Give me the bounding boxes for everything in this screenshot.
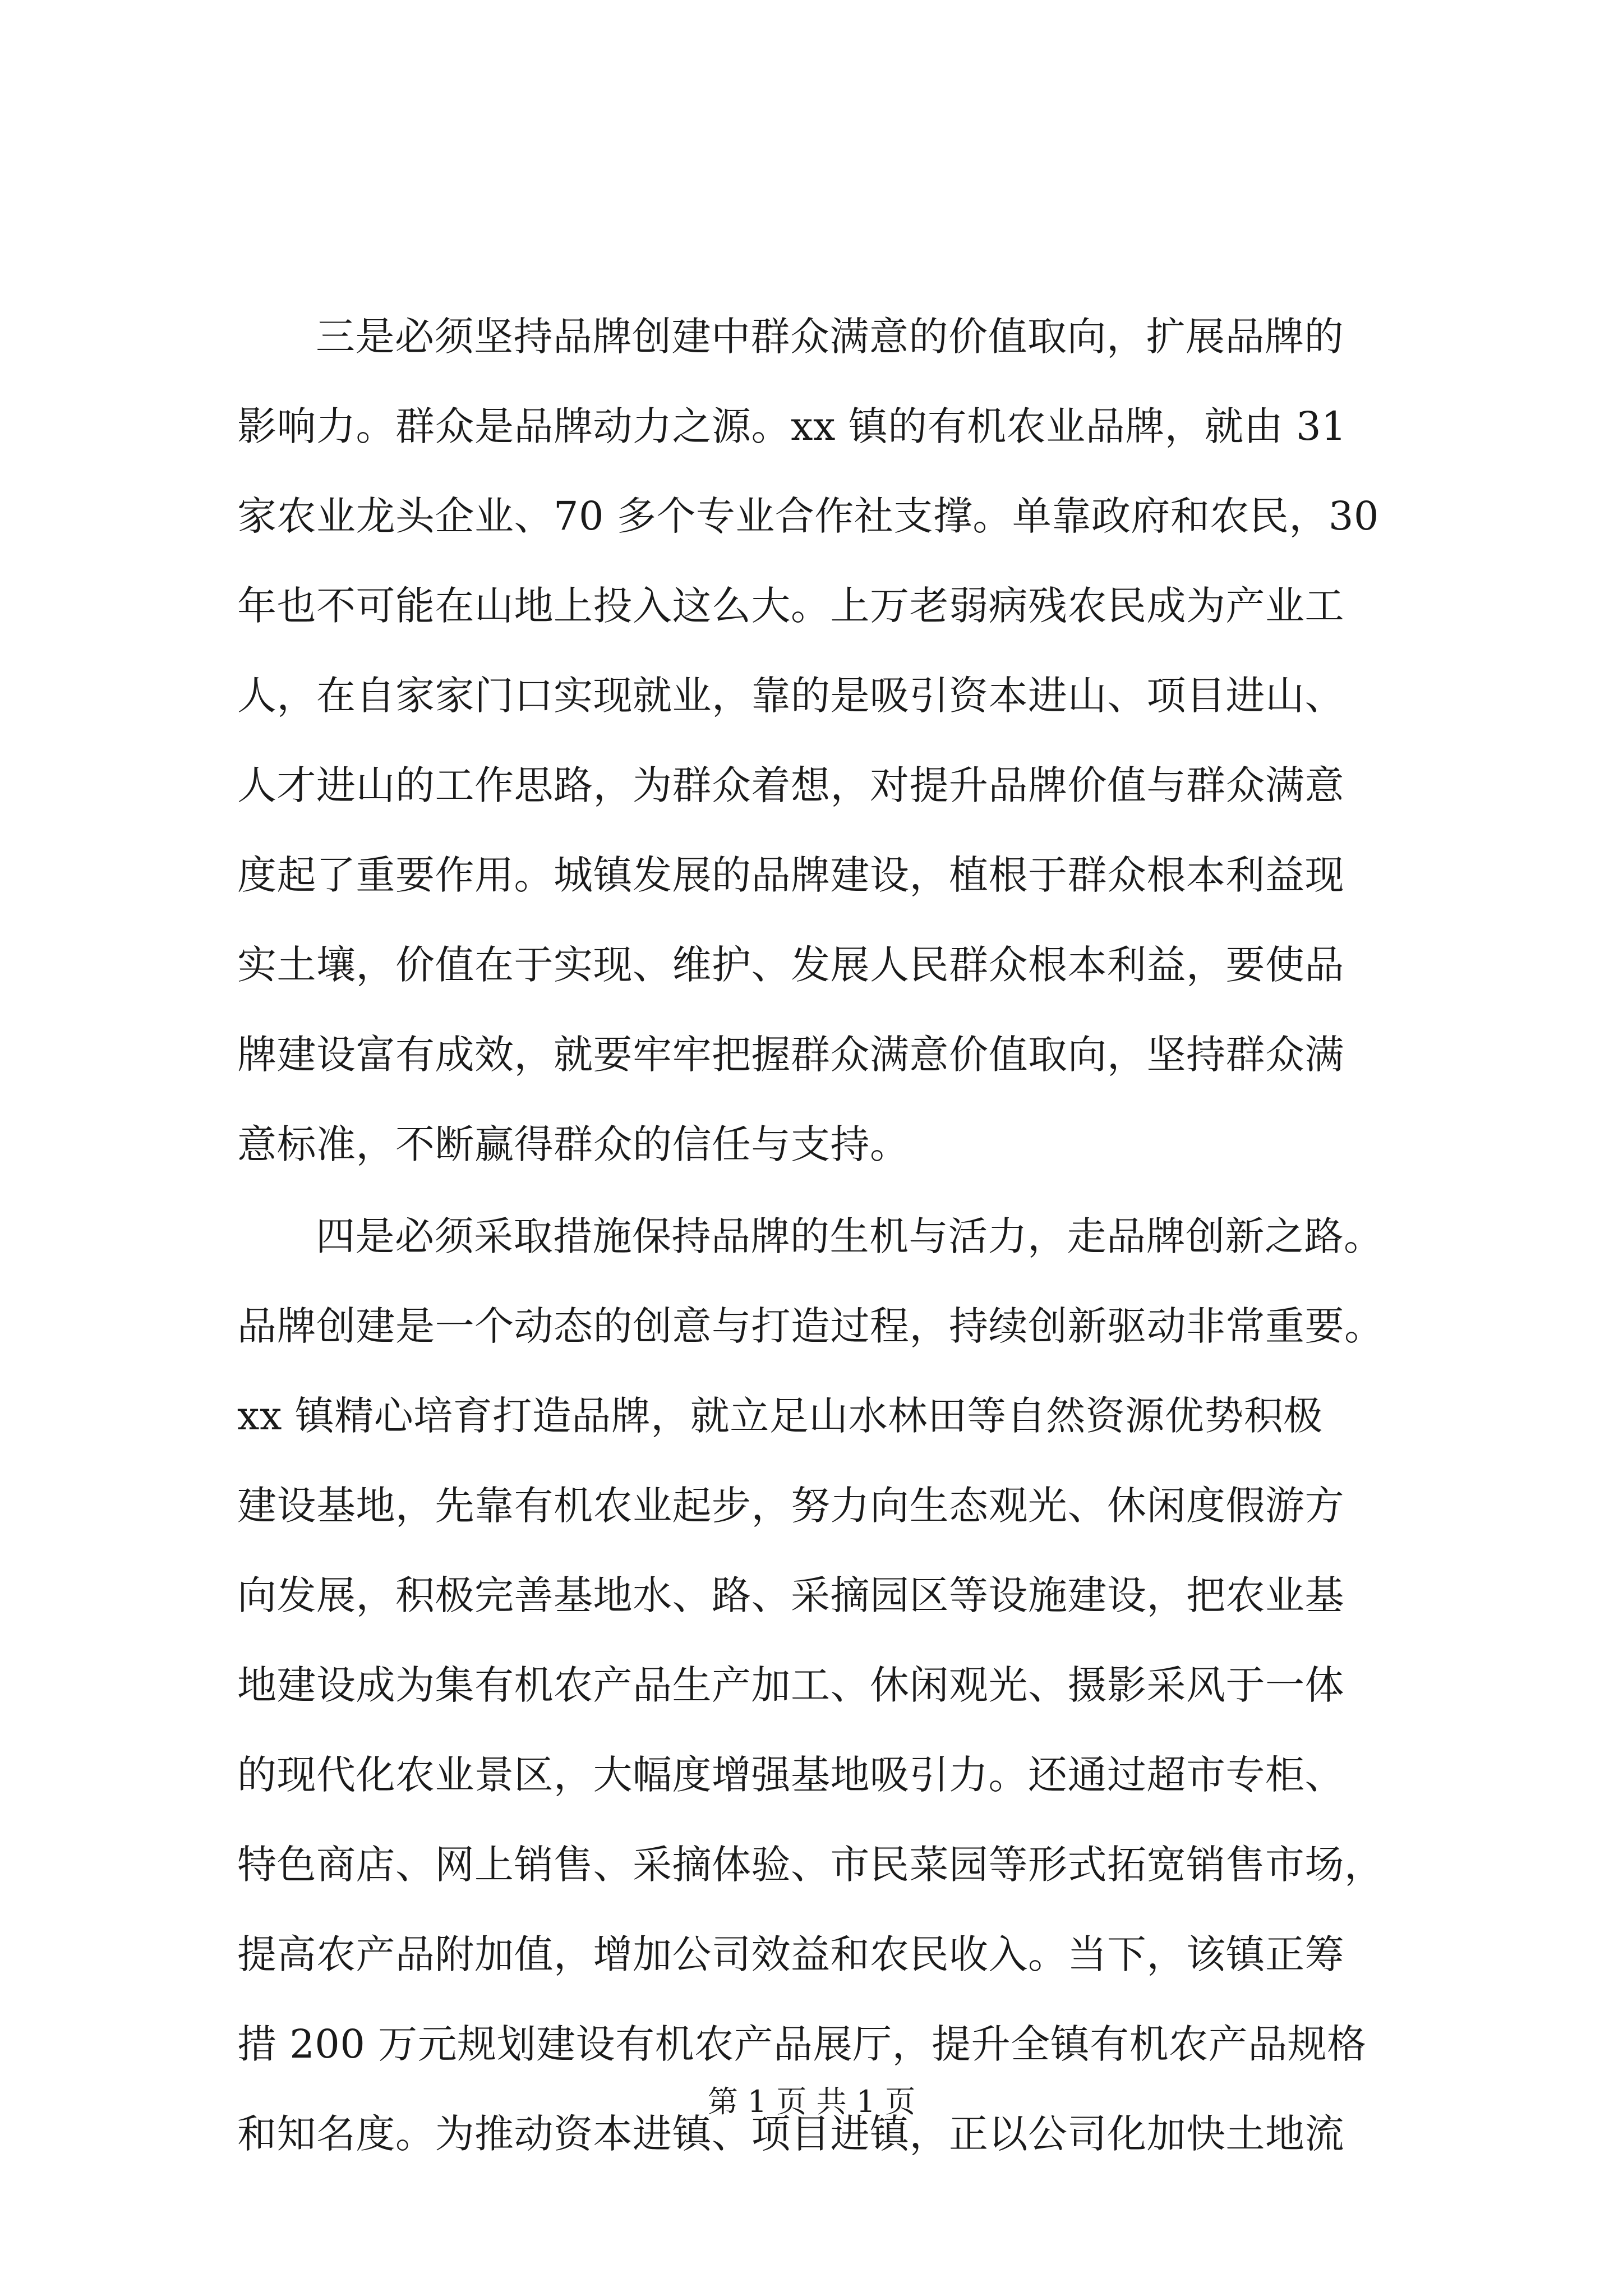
paragraph-line: 意标准，不断赢得群众的信任与支持。 [237, 1121, 910, 1167]
paragraph-3 [237, 292, 1415, 1189]
paragraph-line: 和知名度。为推动资本进镇、项目进镇，正以公司化加快土地流 [237, 2111, 1344, 2157]
paragraph-line: 度起了重要作用。城镇发展的品牌建设，植根于群众根本利益现 [237, 852, 1344, 898]
page-number-footer: 第 1 页 共 1 页 [707, 2084, 916, 2119]
paragraph-line: 牌建设富有成效，就要牢牢把握群众满意价值取向，坚持群众满 [237, 1032, 1344, 1078]
paragraph-line: 实土壤，价值在于实现、维护、发展人民群众根本利益，要使品 [237, 942, 1344, 988]
paragraph-line: 四是必须采取措施保持品牌的生机与活力，走品牌创新之路。 [316, 1213, 1384, 1259]
paragraph-line: 特色商店、网上销售、采摘体验、市民菜园等形式拓宽销售市场， [237, 1842, 1384, 1888]
paragraph-line: 的现代化农业景区，大幅度增强基地吸引力。还通过超市专柜、 [237, 1752, 1344, 1798]
paragraph-line: 家农业龙头企业、70 多个专业合作社支撑。单靠政府和农民，30 [237, 493, 1379, 539]
paragraph-line: 影响力。群众是品牌动力之源。xx 镇的有机农业品牌，就由 31 [237, 403, 1347, 449]
paragraph-line: 人才进山的工作思路，为群众着想，对提升品牌价值与群众满意 [237, 762, 1344, 808]
paragraph-line: 年也不可能在山地上投入这么大。上万老弱病残农民成为产业工 [237, 583, 1344, 629]
paragraph-line: 人，在自家家门口实现就业，靠的是吸引资本进山、项目进山、 [237, 673, 1344, 719]
paragraph-line: 地建设成为集有机农产品生产加工、休闲观光、摄影采风于一体 [237, 1662, 1344, 1708]
paragraph-line: 提高农产品附加值，增加公司效益和农民收入。当下，该镇正筹 [237, 1931, 1344, 1977]
document-body [237, 292, 1415, 2179]
paragraph-line: 品牌创建是一个动态的创意与打造过程，持续创新驱动非常重要。 [237, 1303, 1384, 1349]
paragraph-line: xx 镇精心培育打造品牌，就立足山水林田等自然资源优势积极 [237, 1393, 1323, 1439]
paragraph-line: 措 200 万元规划建设有机农产品展厅，提升全镇有机农产品规格 [237, 2021, 1367, 2067]
paragraph-line: 建设基地，先靠有机农业起步，努力向生态观光、休闲度假游方 [237, 1483, 1344, 1529]
paragraph-line: 三是必须坚持品牌创建中群众满意的价值取向，扩展品牌的 [316, 314, 1344, 360]
paragraph-line: 向发展，积极完善基地水、路、采摘园区等设施建设，把农业基 [237, 1572, 1344, 1618]
paragraph-4 [237, 1191, 1415, 2179]
